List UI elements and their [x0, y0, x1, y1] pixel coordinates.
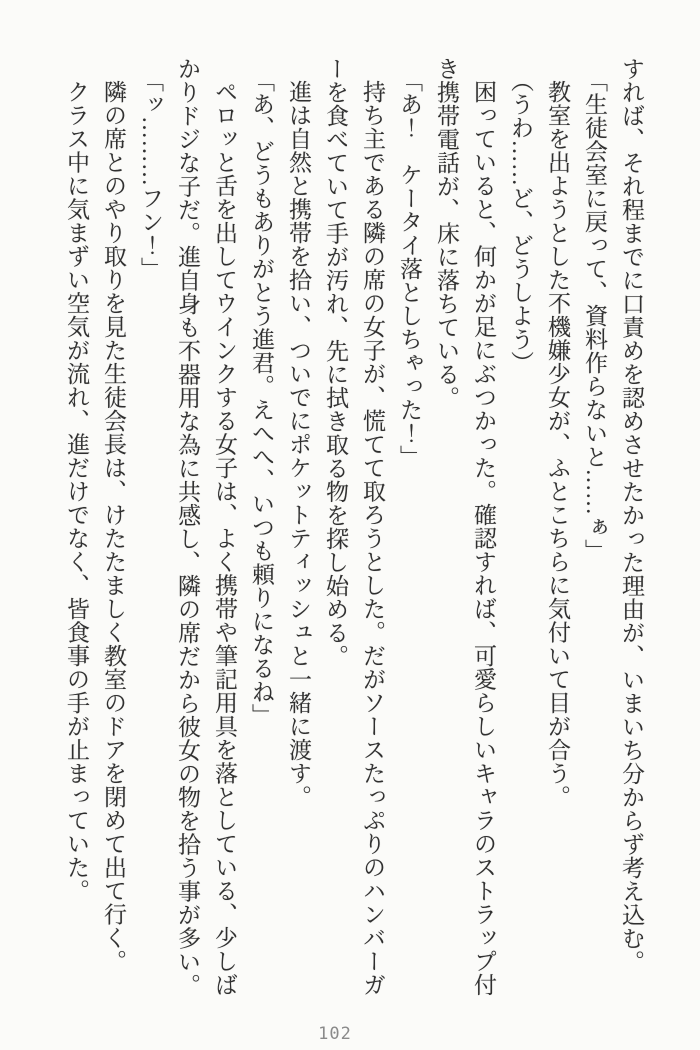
page-text [58, 57, 650, 1002]
text-line: 教室を出ようとした不機嫌少女が、ふとこちらに気付いて目が合う。 [545, 80, 570, 809]
text-line: 隣の席とのやり取りを見た生徒会長は、けたたましく教室のドアを閉めて出て行く。 [101, 80, 126, 973]
text-line: き携帯電話が、床に落ちている。 [434, 57, 459, 410]
page-number: 102 [318, 1024, 352, 1044]
text-line: 「あ！ ケータイ落としちゃった！」 [397, 69, 422, 469]
text-line: ペロッと舌を出してウインクする女子は、よく携帯や筆記用具を落としている、少しば [212, 80, 237, 997]
text-line: 困っていると、何かが足にぶつかった。確認すれば、可愛らしいキャラのストラップ付 [471, 80, 496, 997]
text-line: かりドジな子だ。進自身も不器用な為に共感し、隣の席だから彼女の物を拾う事が多い。 [175, 57, 200, 997]
text-line: （うわ……ど、どうしよう） [508, 69, 533, 375]
text-line: 「生徒会室に戻って、資料作らないと……ぁ」 [582, 69, 607, 563]
text-line: 「あ、どうもありがとう進君。えへへ、いつも頼りになるね」 [249, 69, 274, 727]
text-line: 持ち主である隣の席の女子が、慌てて取ろうとした。だがソースたっぷりのハンバーガ [360, 80, 385, 997]
text-line: 「ッ………フン！」 [138, 69, 163, 281]
text-line: クラス中に気まずい空気が流れ、進だけでなく、皆食事の手が止まっていた。 [64, 80, 89, 903]
text-line: 進は自然と携帯を拾い、ついでにポケットティッシュと一緒に渡す。 [286, 80, 311, 809]
text-line: すれば、それ程までに口責めを認めさせたかった理由が、いまいち分からず考え込む。 [619, 57, 644, 974]
text-line: ーを食べていて手が汚れ、先に拭き取る物を探し始める。 [323, 57, 348, 668]
